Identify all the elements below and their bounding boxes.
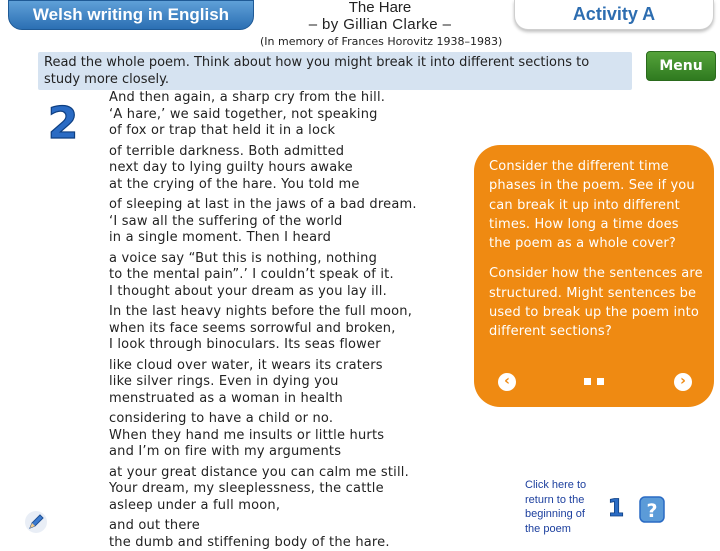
help-icon[interactable] xyxy=(639,496,665,523)
poem-line: like silver rings. Even in dying you xyxy=(109,374,439,391)
poem-line: I thought about your dream as you lay ill. xyxy=(109,284,439,301)
menu-button[interactable]: Menu xyxy=(646,51,716,81)
poem-line: of sleeping at last in the jaws of a bad dream. xyxy=(109,197,439,214)
pager-dot[interactable] xyxy=(597,378,604,385)
poem-stanza xyxy=(109,90,439,140)
activity-label: Activity A xyxy=(514,0,714,30)
next-arrow-icon[interactable]: › xyxy=(674,373,692,391)
poem-line: next day to lying guilty hours awake xyxy=(109,160,439,177)
poem-line: In the last heavy nights before the full moon, xyxy=(109,304,439,321)
question-sentences: Consider how the sentences are structured. Might sentences be used to break up the poem into different sections? xyxy=(489,264,704,341)
poem-line: and I’m on fire with my arguments xyxy=(109,444,439,461)
poem-line: of fox or trap that held it in a lock xyxy=(109,123,439,140)
poem-stanza xyxy=(109,518,439,551)
poem-author: – by Gillian Clarke – xyxy=(290,16,470,34)
poem-line: like cloud over water, it wears its craters xyxy=(109,358,439,375)
poem-line: the dumb and stiffening body of the hare. xyxy=(109,535,439,551)
poem-stanza xyxy=(109,304,439,354)
poem-stanza xyxy=(109,465,439,515)
poem-line: and out there xyxy=(109,518,439,535)
poem-line: of terrible darkness. Both admitted xyxy=(109,144,439,161)
question-time-phases: Consider the different time phases in the poem. See if you can break it up into different times. How long a time does the poem as a whole cover? xyxy=(489,157,704,253)
poem-line: to the mental pain”.’ I couldn’t speak of it. xyxy=(109,267,439,284)
poem-stanza xyxy=(109,358,439,408)
poem-line: I look through binoculars. Its seas flower xyxy=(109,337,439,354)
poem-line: menstruated as a woman in health xyxy=(109,391,439,408)
poem-title-block xyxy=(290,0,470,34)
dedication: (In memory of Frances Horovitz 1938–1983) xyxy=(260,35,502,48)
return-to-start-link[interactable]: Click here to return to the beginning of the poem xyxy=(525,478,601,536)
prev-arrow-icon[interactable]: ‹ xyxy=(498,373,516,391)
poem-line: at your great distance you can calm me still. xyxy=(109,465,439,482)
poem-line: When they hand me insults or little hurts xyxy=(109,428,439,445)
poem-stanza xyxy=(109,144,439,194)
site-title-tab: Welsh writing in English xyxy=(8,0,254,30)
instruction-box: Read the whole poem. Think about how you might break it into different sections to study more closely. xyxy=(38,52,632,90)
page-number-1 xyxy=(607,495,625,519)
poem-stanza xyxy=(109,197,439,247)
poem-line: in a single moment. Then I heard xyxy=(109,230,439,247)
poem-line: ‘I saw all the suffering of the world xyxy=(109,214,439,231)
poem-line: asleep under a full moon, xyxy=(109,498,439,515)
poem-title: The Hare xyxy=(290,0,470,16)
svg-text:2: 2 xyxy=(48,98,79,149)
poem-line: And then again, a sharp cry from the hill. xyxy=(109,90,439,107)
section-number-2 xyxy=(48,100,78,144)
svg-text:1: 1 xyxy=(608,494,625,522)
pager-dot[interactable] xyxy=(584,378,591,385)
poem-line: a voice say “But this is nothing, nothing xyxy=(109,251,439,268)
poem-stanza xyxy=(109,251,439,301)
poem-line: Your dream, my sleeplessness, the cattle xyxy=(109,481,439,498)
poem-stanza xyxy=(109,411,439,461)
pencil-icon[interactable] xyxy=(24,510,48,534)
poem-line: when its face seems sorrowful and broken, xyxy=(109,321,439,338)
poem-text xyxy=(109,90,439,551)
poem-line: at the crying of the hare. You told me xyxy=(109,177,439,194)
poem-line: considering to have a child or no. xyxy=(109,411,439,428)
poem-line: ‘A hare,’ we said together, not speaking xyxy=(109,107,439,124)
svg-text:?: ? xyxy=(646,500,657,522)
pager-dots xyxy=(584,378,604,385)
question-panel xyxy=(474,145,714,407)
